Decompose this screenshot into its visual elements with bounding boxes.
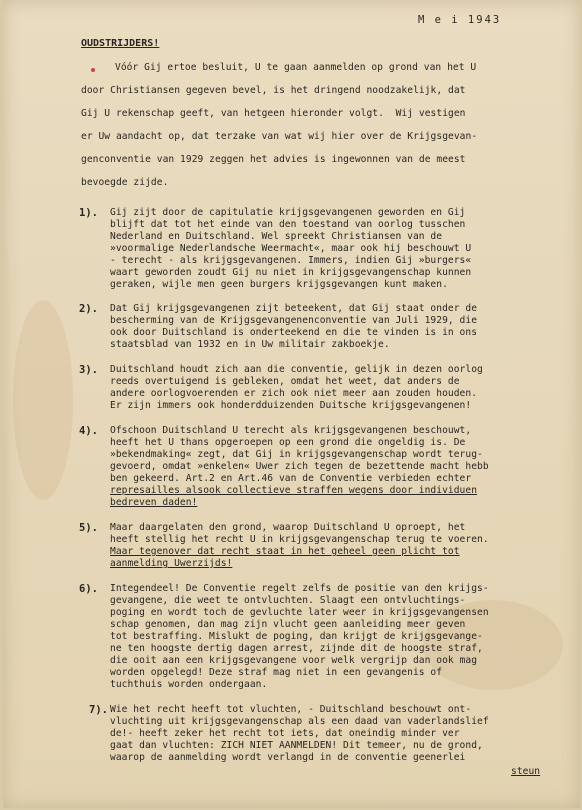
intro-line: genconventie van 1929 zeggen het advies is ingewonnen van de meest bbox=[81, 154, 466, 165]
item-number: 6). bbox=[79, 583, 98, 595]
item-line: bedreven daden! bbox=[110, 497, 198, 508]
item-number: 5). bbox=[79, 522, 98, 534]
item-line: heeft stellig het recht U in krijgsgevangenschap terug te voeren. bbox=[110, 534, 489, 545]
item-line: reeds overtuigend is gebleken, omdat het weet, dat anders de bbox=[110, 376, 460, 387]
item-line: de!- heeft zeker het recht tot iets, dat oneindig minder ver bbox=[110, 728, 460, 739]
document-page bbox=[3, 0, 580, 808]
item-number: 7). bbox=[89, 704, 108, 716]
item-line: Ofschoon Duitschland U terecht als krijgsgevangenen beschouwt, bbox=[110, 425, 472, 436]
item-line: represailles alsook collectieve straffen wegens door individuen bbox=[110, 485, 478, 496]
intro-line: door Christiansen gegeven bevel, is het dringend noodzakelijk, dat bbox=[81, 85, 466, 96]
item-line: Dat Gij krijgsgevangenen zijt beteekent, dat Gij staat onder de bbox=[110, 303, 478, 314]
item-line: waart geworden zoudt Gij nu niet in krijgsgevangenschap kunnen bbox=[110, 267, 472, 278]
item-line: Maar tegenover dat recht staat in het geheel geen plicht tot bbox=[110, 546, 460, 557]
document-date: M e i 1943 bbox=[418, 14, 502, 26]
item-line: staatsblad van 1932 en in Uw militair zakboekje. bbox=[110, 339, 390, 350]
item-line: gaat dan vluchten: ZICH NIET AANMELDEN! Dit temeer, nu de grond, bbox=[110, 740, 483, 751]
red-ink-mark bbox=[91, 68, 95, 72]
item-line: blijft dat tot het einde van den toestand van oorlog tusschen bbox=[110, 219, 466, 230]
item-number: 4). bbox=[79, 425, 98, 437]
item-line: waarop de aanmelding wordt verlangd in de conventie geenerlei bbox=[110, 752, 466, 763]
intro-line: Gij U rekenschap geeft, van hetgeen hieronder volgt. Wij vestigen bbox=[81, 108, 466, 119]
item-line: poging en wordt toch de gevluchte later weer in krijgsgevangensen bbox=[110, 607, 489, 618]
item-line: schap genomen, dan mag zijn vlucht geen aanleiding meer geven bbox=[110, 619, 466, 630]
item-line: tot bestraffing. Mislukt de poging, dan krijgt de krijgsgevange- bbox=[110, 631, 483, 642]
item-line: bescherming van de Krijgsgevangenenconventie van Juli 1929, die bbox=[110, 315, 478, 326]
paper-stain bbox=[13, 300, 73, 500]
item-line: worden opgelegd! Deze straf mag niet in een gevangenis of bbox=[110, 667, 443, 678]
item-line: - terecht - als krijgsgevangenen. Immers, indien Gij »burgers« bbox=[110, 255, 472, 266]
item-line: Duitschland houdt zich aan die conventie, gelijk in dezen oorlog bbox=[110, 364, 483, 375]
item-line: ne ten hoogste dertig dagen arrest, zijnde dit de hoogste straf, bbox=[110, 643, 483, 654]
item-line: ben gekeerd. Art.2 en Art.46 van de Conventie verbieden echter bbox=[110, 473, 472, 484]
item-number: 2). bbox=[79, 303, 98, 315]
intro-line: Vóór Gij ertoe besluit, U te gaan aanmelden op grond van het U bbox=[115, 62, 477, 73]
item-line: tuchthuis worden ondergaan. bbox=[110, 679, 268, 690]
item-line: Nederland en Duitschland. Wel spreekt Christiansen van de bbox=[110, 231, 443, 242]
intro-line: bevoegde zijde. bbox=[81, 177, 169, 188]
item-line: Integendeel! De Conventie regelt zelfs de positie van den krijgs- bbox=[110, 583, 489, 594]
item-line: andere oorlogvoerenden er zich ook niet meer aan zouden houden. bbox=[110, 388, 478, 399]
catchword: steun bbox=[511, 766, 541, 777]
document-title: OUDSTRIJDERS! bbox=[81, 38, 160, 49]
item-line: gevoerd, omdat »enkelen« Uwer zich tegen de bezettende macht hebb bbox=[110, 461, 489, 472]
item-line: aanmelding Uwerzijds! bbox=[110, 558, 233, 569]
item-line: vluchting uit krijgsgevangenschap als een daad van vaderlandslief bbox=[110, 716, 489, 727]
item-line: Maar daargelaten den grond, waarop Duitschland U oproept, het bbox=[110, 522, 466, 533]
item-line: Er zijn immers ook honderdduizenden Duitsche krijgsgevangenen! bbox=[110, 400, 472, 411]
item-line: »voormalige Nederlandsche Weermacht«, maar ook hij beschouwt U bbox=[110, 243, 472, 254]
item-line: die ooit aan een krijgsgevangene voor welk vergrijp dan ook mag bbox=[110, 655, 478, 666]
item-line: gevangene, die weet te ontvluchten. Slaagt een ontvluchtings- bbox=[110, 595, 466, 606]
item-line: ook door Duitschland is onderteekend en die te vinden is in ons bbox=[110, 327, 478, 338]
item-number: 1). bbox=[79, 207, 98, 219]
item-line: Gij zijt door de capitulatie krijgsgevangenen geworden en Gij bbox=[110, 207, 466, 218]
item-line: »bekendmaking« zegt, dat Gij in krijgsgevangenschap wordt terug- bbox=[110, 449, 483, 460]
item-line: heeft het U thans opgeroepen op een grond die ongeldig is. De bbox=[110, 437, 466, 448]
item-number: 3). bbox=[79, 364, 98, 376]
item-line: geraken, wijle men geen burgers krijgsgevangen kunt maken. bbox=[110, 279, 448, 290]
item-line: Wie het recht heeft tot vluchten, - Duitschland beschouwt ont- bbox=[110, 704, 472, 715]
intro-line: er Uw aandacht op, dat terzake van wat wij hier over de Krijgsgevan- bbox=[81, 131, 478, 142]
